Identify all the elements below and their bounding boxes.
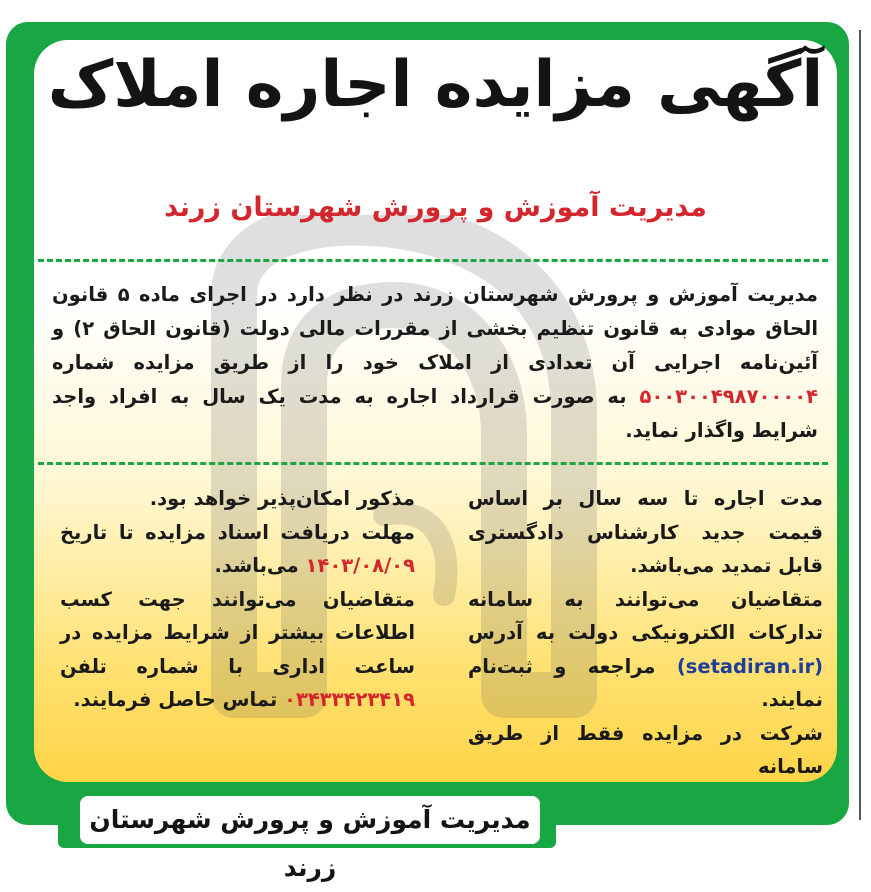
setadiran-link[interactable]: (setadiran.ir) <box>676 654 823 678</box>
contact-paragraph <box>60 583 415 717</box>
intro-text-start: مدیریت آموزش و پرورش شهرستان زرند در نظر دارد در اجرای ماده ۵ قانون الحاق موادی به قانون تنظیم بخشی از مقررات مالی دولت (قانون الحاق ۲) و آئین‌نامه اجرایی آن تعدادی از املاک خود را از طریق مزایده شماره <box>52 283 819 374</box>
intro-text-end: به صورت قرارداد اجاره به مدت یک سال به افراد واجد شرایط واگذار نماید. <box>52 385 818 442</box>
dashed-divider-middle <box>38 462 828 465</box>
footer-organization: مدیریت آموزش و پرورش شهرستان زرند <box>80 796 540 844</box>
right-column <box>468 482 823 784</box>
notice-title: آگهی مزایده اجاره املاک <box>47 48 824 122</box>
left-column <box>60 482 415 717</box>
deadline-paragraph <box>60 516 415 583</box>
contact-text-end: تماس حاصل فرمایند. <box>73 688 285 711</box>
phone-number: ۰۳۴۳۳۴۲۳۴۱۹ <box>284 688 415 711</box>
registration-paragraph <box>468 583 823 717</box>
lease-term-paragraph: مدت اجاره تا سه سال بر اساس قیمت جدید کارشناس دادگستری قابل تمدید می‌باشد. <box>468 487 823 577</box>
deadline-text: مهلت دریافت اسناد مزایده تا تاریخ <box>60 520 415 544</box>
page-edge-rule <box>859 30 861 820</box>
intro-paragraph <box>52 278 818 448</box>
participation-paragraph: شرکت در مزایده فقط از طریق سامانه <box>468 721 823 778</box>
deadline-text-end: می‌باشد. <box>214 554 306 577</box>
registration-text-end: مراجعه و ثبت‌نام نمایند. <box>468 654 823 711</box>
notice-subtitle: مدیریت آموزش و پرورش شهرستان زرند <box>164 192 707 223</box>
auction-number: ۵۰۰۳۰۰۴۹۸۷۰۰۰۰۴ <box>639 385 818 408</box>
deadline-date: ۱۴۰۳/۰۸/۰۹ <box>305 554 415 577</box>
contact-text: متقاضیان می‌توانند جهت کسب اطلاعات بیشتر از شرایط مزایده در ساعت اداری با شماره تلفن <box>60 587 415 678</box>
dashed-divider-top <box>38 259 828 262</box>
participation-continued: مذکور امکان‌پذیر خواهد بود. <box>149 487 415 510</box>
registration-text: متقاضیان می‌توانند به سامانه تدارکات الکترونیکی دولت به آدرس <box>468 587 823 644</box>
